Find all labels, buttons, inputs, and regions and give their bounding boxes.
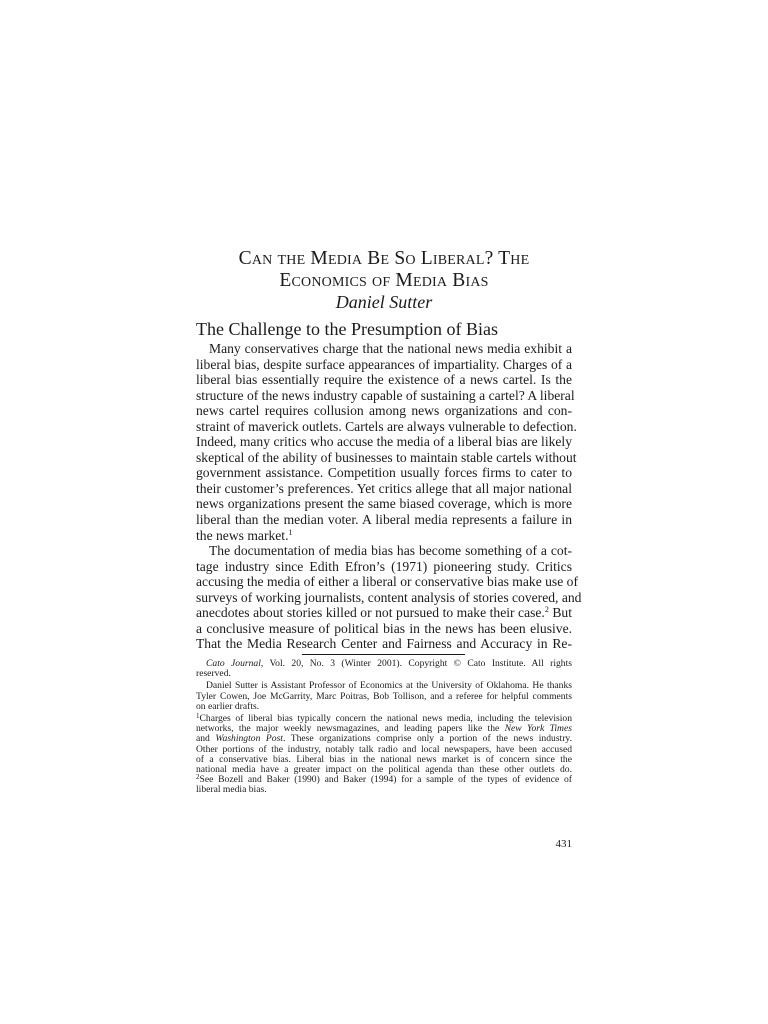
footnote-line: on earlier drafts. bbox=[196, 700, 260, 712]
article-title-line-1: Can the Media Be So Liberal? The bbox=[238, 248, 530, 269]
body-line: liberal bias, despite surface appearances of impartiality. Charges of a bbox=[196, 356, 572, 372]
article-author: Daniel Sutter bbox=[335, 292, 433, 312]
footnote-text: networks, the major weekly newsmagazines, and leading papers like the bbox=[196, 723, 505, 735]
body-line: liberal than the median voter. A liberal media represents a failure in bbox=[196, 512, 572, 528]
body-text bbox=[196, 341, 582, 652]
footnote-line: Tyler Cowen, Joe McGarrity, Marc Poitras, Bob Tollison, and a referee for helpful comments bbox=[196, 690, 572, 702]
footnote-author bbox=[196, 681, 572, 712]
footnote-line: liberal media bias. bbox=[196, 784, 267, 796]
body-line bbox=[196, 528, 572, 544]
body-line bbox=[196, 605, 572, 621]
body-line: surveys of working journalists, content analysis of stories covered, and bbox=[196, 589, 582, 605]
footnotes bbox=[196, 659, 572, 795]
body-line: a conclusive measure of political bias in the news has been elusive. bbox=[196, 620, 572, 636]
footnote-line bbox=[196, 659, 572, 669]
body-line: Indeed, many critics who accuse the media of a liberal bias are likely bbox=[196, 434, 572, 450]
footnote-text: See Bozell and Baker (1990) and Baker (1994) for a sample of the types of evidence of bbox=[199, 774, 572, 786]
body-line-text: anecdotes about stories killed or not pursued to make their case. bbox=[196, 605, 545, 621]
footnote-line: reserved. bbox=[196, 668, 231, 680]
footnote-ref-1: 1 bbox=[288, 527, 293, 537]
journal-name: Cato Journal bbox=[206, 658, 261, 669]
footnote-1 bbox=[196, 711, 572, 775]
body-line: liberal bias essentially require the existence of a news cartel. Is the bbox=[196, 372, 572, 388]
body-line: government assistance. Competition usually forces firms to cater to bbox=[196, 465, 572, 481]
footnote-text: and bbox=[196, 733, 216, 745]
body-line: news cartel requires collusion among news organizations and con- bbox=[196, 403, 572, 419]
page-number: 431 bbox=[555, 838, 572, 850]
footnote-2 bbox=[196, 775, 572, 795]
paragraph-2 bbox=[196, 543, 582, 652]
footnote-ref-2: 2 bbox=[544, 605, 549, 615]
body-line: their customer’s preferences. Yet critics allege that all major national bbox=[196, 480, 572, 496]
footnote-italic: Washington Post bbox=[215, 733, 283, 745]
footnote-line: of a conservative bias. Liberal bias in the national news market is of concern since the bbox=[196, 753, 572, 765]
footnote-text: , Vol. 20, No. 3 (Winter 2001). Copyright © Cato Institute. All rights bbox=[260, 658, 572, 669]
footnote-italic: New York Times bbox=[504, 723, 572, 735]
body-line: news organizations present the same biased coverage, which is more bbox=[196, 496, 572, 512]
footnote-text: . These organizations comprise only a portion of the news industry. bbox=[282, 733, 572, 745]
journal-page bbox=[196, 0, 582, 1024]
body-line: structure of the news industry capable of sustaining a cartel? A liberal bbox=[196, 387, 575, 403]
section-heading: The Challenge to the Presumption of Bias bbox=[196, 319, 498, 339]
body-line-text: the news market. bbox=[196, 527, 289, 543]
footnote-line: national media have a greater impact on the political agenda than these other outlets do. bbox=[196, 763, 572, 775]
article-title-line-2: Economics of Media Bias bbox=[279, 270, 489, 291]
footnote-line: Daniel Sutter is Assistant Professor of Economics at the University of Oklahoma. He thanks bbox=[206, 680, 572, 692]
footnote-marker-2: 2 bbox=[196, 773, 200, 782]
body-line: skeptical of the ability of businesses to maintain stable cartels without bbox=[196, 449, 577, 465]
body-line: Many conservatives charge that the national news media exhibit a bbox=[209, 341, 572, 356]
body-line-text: But bbox=[548, 605, 572, 621]
footnote-divider bbox=[302, 654, 465, 655]
paragraph-1 bbox=[196, 341, 577, 543]
body-line: straint of maverick outlets. Cartels are always vulnerable to defection. bbox=[196, 418, 577, 434]
footnote-line bbox=[196, 734, 572, 744]
footnote-text: Charges of liberal bias typically concern the national news media, including the television bbox=[199, 712, 572, 724]
body-line: The documentation of media bias has become something of a cot- bbox=[209, 543, 572, 559]
body-line: accusing the media of either a liberal or conservative bias make use of bbox=[196, 574, 578, 590]
article-title bbox=[196, 248, 572, 292]
body-line: That the Media Research Center and Fairness and Accuracy in Re- bbox=[196, 636, 572, 652]
footnote-journal bbox=[196, 659, 572, 679]
body-line: tage industry since Edith Efron’s (1971) pioneering study. Critics bbox=[196, 558, 572, 574]
footnote-marker-1: 1 bbox=[196, 711, 200, 720]
footnote-line: Other portions of the industry, notably talk radio and local newspapers, have been accused bbox=[196, 743, 572, 755]
